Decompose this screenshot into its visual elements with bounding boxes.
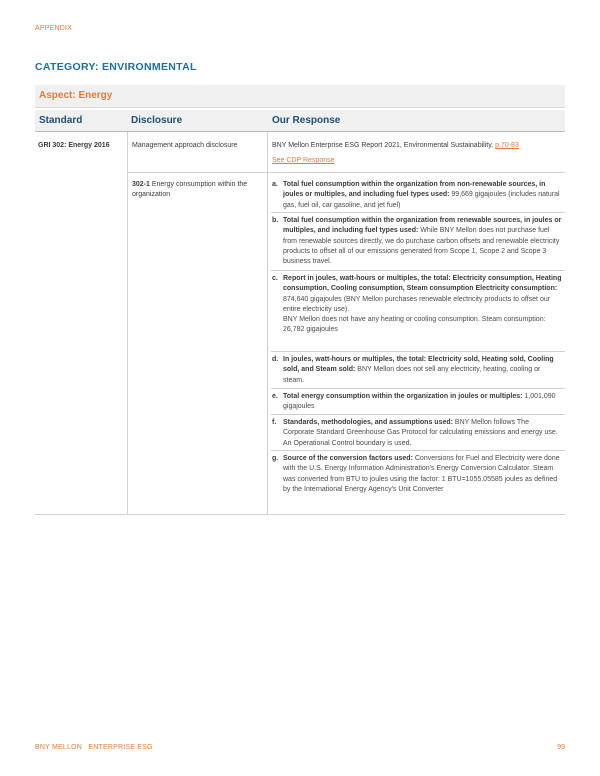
response-report-reference [272,141,564,151]
item-label: d. [272,356,279,363]
aspect-title: Aspect: Energy [39,90,113,101]
item-divider [271,388,565,389]
response-item-f [272,418,562,449]
item-label: e. [272,393,278,400]
item-divider [271,212,565,213]
item-heading: Report in joules, watt-hours or multiples, the total: Electricity consumption, Heating consumption, Cooling consumption, Steam consumption Electricity consumption: [283,275,562,293]
item-divider [271,450,565,451]
item-text: BNY Mellon does not sell any electricity, heating, cooling or steam. [283,366,541,384]
response-item-a [272,180,562,211]
item-label: c. [272,275,278,282]
item-text: 1,001,090 gigajoules [283,393,556,411]
standard-cell: GRI 302: Energy 2016 [38,142,110,149]
item-extra-text: BNY Mellon does not have any heating or cooling consumption. Steam consumption: 26,782 gigajoules [283,316,546,334]
item-text: BNY Mellon follows The Corporate Standard Greenhouse Gas Protocol for calculating emissions and energy use. An Operational Control boundary is used. [283,419,558,447]
item-text: While BNY Mellon does not purchase fuel from renewable sources directly, we do purchase carbon offsets and renewable electricity products to offset all of our emissions generated from Scope 1, Scope 2 and Scope 3 business travel. [283,227,560,266]
page-number: 99 [557,744,565,751]
item-divider [271,270,565,271]
item-heading: Total fuel consumption within the organization from renewable sources, in joules or multiples, and including fuel types used: [283,217,562,235]
item-label: f. [272,419,277,426]
item-heading: Source of the conversion factors used: [283,455,413,462]
item-text: Conversions for Fuel and Electricity were done with the U.S. Energy Information Administration's Energy Conversion Calculator. Steam was converted from BTU to joules using the factor: 1 BTU=1055.05585 joules as defined by the International Energy Agency's Unit Converter [283,455,560,493]
disclosure-management-approach: Management approach disclosure [132,142,238,149]
row-divider [127,172,565,173]
table-header [35,110,565,132]
item-divider [271,351,565,352]
section-label: APPENDIX [35,25,72,32]
disclosure-title: Energy consumption within the organization [132,181,248,198]
response-item-g [272,454,562,495]
report-page-link[interactable]: p.70-83 [495,142,519,149]
response-report-text: BNY Mellon Enterprise ESG Report 2021, Environmental Sustainability, [272,142,494,149]
response-item-e [272,392,562,413]
column-divider [127,132,128,515]
aspect-bar [35,85,565,108]
footer-brand: BNY MELLON ENTERPRISE ESG [35,744,153,751]
header-standard: Standard [39,115,83,126]
cdp-response-link[interactable]: See CDP Response [272,157,335,164]
response-item-d [272,355,562,386]
item-label: b. [272,217,279,224]
disclosure-302-1 [132,180,262,200]
item-label: g. [272,455,279,462]
item-heading: In joules, watt-hours or multiples, the total: Electricity sold, Heating sold, Cooling sold, and Steam sold: [283,356,554,374]
response-item-c [272,274,562,336]
column-divider [267,132,268,515]
disclosure-code: 302-1 [132,181,150,188]
category-title: CATEGORY: ENVIRONMENTAL [35,61,197,73]
item-heading: Standards, methodologies, and assumptions used: [283,419,453,426]
table-bottom-border [35,514,565,515]
header-disclosure: Disclosure [131,115,183,126]
item-heading: Total energy consumption within the organization in joules or multiples: [283,393,523,400]
item-label: a. [272,181,278,188]
item-text: 874,640 gigajoules (BNY Mellon purchases renewable electricity products to offset our entire electricity use). [283,295,551,313]
item-heading: Total fuel consumption within the organization from non-renewable sources, in joules or multiples, and including fuel types used: [283,181,546,199]
item-divider [271,414,565,415]
header-our-response: Our Response [272,115,341,126]
response-item-b [272,216,562,267]
item-text: 99,669 gigajoules (includes natural gas, fuel oil, car gasoline, and jet fuel) [283,191,560,209]
